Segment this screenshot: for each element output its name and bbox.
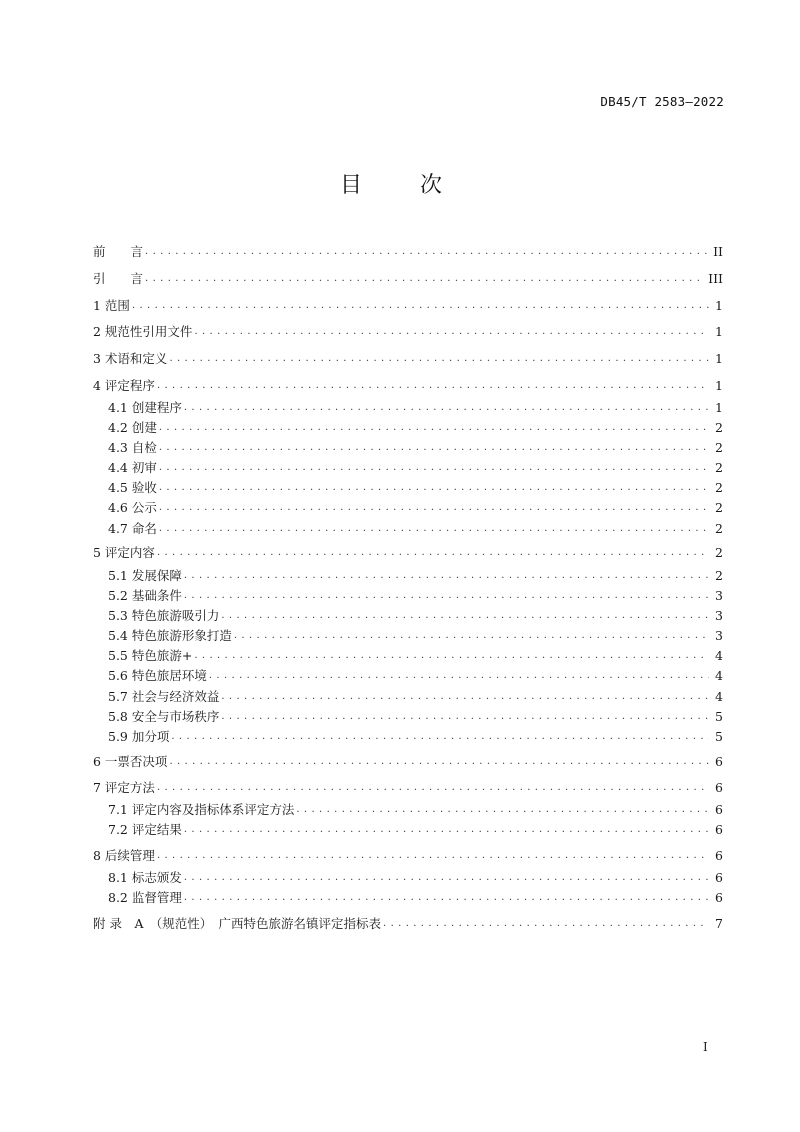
toc-entry[interactable] [108,648,723,664]
dot-leader [169,754,709,770]
toc-entry[interactable] [93,780,723,796]
toc-entry[interactable] [93,324,723,340]
toc-entry-label: 7.2 评定结果 [108,822,182,837]
toc-entry[interactable] [108,608,723,624]
dot-leader [157,848,709,864]
toc-entry[interactable] [93,916,723,932]
toc-entry-label: 6 一票否决项 [93,754,168,769]
dot-leader [209,668,709,684]
dot-leader [169,351,709,367]
toc-entry-page: 4 [715,648,723,663]
toc-entry-label: 5.6 特色旅居环境 [108,668,207,683]
toc-entry-page: 3 [715,628,723,643]
toc-entry-label: 前 言 [93,244,144,259]
toc-entry[interactable] [108,890,723,906]
toc-entry-page: 6 [715,890,723,905]
toc-entry[interactable] [93,378,723,394]
toc-entry-label: 8 后续管理 [93,848,155,863]
toc-entry-page: 6 [715,848,723,863]
toc-entry-label: 4.7 命名 [108,521,157,536]
toc-entry-label: 7 评定方法 [93,780,155,795]
toc-entry-label: 4.5 验收 [108,480,157,495]
toc-entry-label: 5 评定内容 [93,545,155,560]
toc-entry-page: 1 [715,298,723,313]
toc-entry[interactable] [93,351,723,367]
toc-entry-label: 5.1 发展保障 [108,568,182,583]
toc-entry-label: 4.4 初审 [108,460,157,475]
dot-leader [159,460,709,476]
dot-leader [145,271,702,287]
toc-entry[interactable] [108,588,723,604]
toc-entry-label: 5.5 特色旅游+ [108,648,193,663]
toc-entry-label: 5.4 特色旅游形象打造 [108,628,232,643]
toc-entry[interactable] [108,709,723,725]
dot-leader [184,568,709,584]
toc-entry[interactable] [108,689,723,705]
dot-leader [159,500,709,516]
dot-leader [171,729,709,745]
toc-entry-label: 4.3 自检 [108,440,157,455]
dot-leader [221,709,709,725]
toc-entry[interactable] [93,754,723,770]
toc-entry-label: 附 录 A （规范性） 广西特色旅游名镇评定指标表 [93,916,382,931]
dot-leader [184,870,709,886]
toc-entry-page: 1 [715,324,723,339]
toc-entry-page: 2 [715,521,723,536]
page-title: 目 次 [339,173,460,198]
dot-leader [234,628,709,644]
toc-entry[interactable] [108,802,723,818]
toc-entry[interactable] [108,420,723,436]
toc-entry-label: 5.3 特色旅游吸引力 [108,608,220,623]
toc-entry-label: 1 范围 [93,298,130,313]
dot-leader [132,298,709,314]
toc-entry-label: 5.2 基础条件 [108,588,182,603]
toc-entry[interactable] [93,545,723,561]
dot-leader [157,545,709,561]
toc-entry-label: 4 评定程序 [93,378,155,393]
toc-entry-page: 2 [715,440,723,455]
dot-leader [383,916,709,932]
standard-code: DB45/T 2583—2022 [600,94,724,109]
toc-entry-label: 7.1 评定内容及指标体系评定方法 [108,802,295,817]
toc-entry[interactable] [93,848,723,864]
toc-entry-page: 4 [715,689,723,704]
toc-entry[interactable] [108,628,723,644]
toc-entry-label: 4.1 创建程序 [108,400,182,415]
dot-leader [221,689,709,705]
toc-entry-page: 2 [715,500,723,515]
toc-entry-page: 2 [715,545,723,560]
toc-entry[interactable] [108,480,723,496]
toc-entry-page: 1 [715,378,723,393]
dot-leader [184,400,709,416]
toc-entry[interactable] [108,668,723,684]
toc-entry-page: 2 [715,480,723,495]
toc-entry[interactable] [108,440,723,456]
toc-entry-label: 5.8 安全与市场秩序 [108,709,220,724]
dot-leader [221,608,709,624]
toc-entry-page: 6 [715,780,723,795]
toc-entry[interactable] [108,870,723,886]
toc-entry-page: 6 [715,802,723,817]
toc-entry[interactable] [108,521,723,537]
page-number: I [703,1040,708,1054]
dot-leader [194,648,709,664]
toc-entry-page: II [713,244,723,259]
toc-entry[interactable] [108,822,723,838]
toc-entry-page: 6 [715,754,723,769]
toc-entry-label: 4.2 创建 [108,420,157,435]
toc-entry-page: 7 [715,916,723,931]
toc-entry-page: 1 [715,400,723,415]
toc-entry-page: 1 [715,351,723,366]
toc-entry[interactable] [93,244,723,260]
toc-entry[interactable] [93,298,723,314]
toc-entry-page: 4 [715,668,723,683]
dot-leader [145,244,707,260]
toc-entry[interactable] [108,400,723,416]
toc-entry-label: 8.2 监督管理 [108,890,182,905]
toc-entry[interactable] [108,729,723,745]
dot-leader [159,521,709,537]
dot-leader [184,890,709,906]
dot-leader [157,780,709,796]
toc-entry-page: 6 [715,870,723,885]
toc-entry[interactable] [108,568,723,584]
toc-entry-page: 5 [715,729,723,744]
toc-entry-label: 引 言 [93,271,144,286]
toc-entry-page: 5 [715,709,723,724]
toc-entry[interactable] [108,460,723,476]
toc-entry-page: 6 [715,822,723,837]
toc-entry-page: 3 [715,588,723,603]
toc-entry-label: 5.7 社会与经济效益 [108,689,220,704]
toc-entry-label: 3 术语和定义 [93,351,168,366]
toc-entry-page: 2 [715,568,723,583]
toc-entry[interactable] [93,271,723,287]
toc-entry-label: 2 规范性引用文件 [93,324,193,339]
toc-entry-page: 2 [715,420,723,435]
dot-leader [157,378,709,394]
toc-entry-label: 4.6 公示 [108,500,157,515]
dot-leader [194,324,709,340]
toc-entry[interactable] [108,500,723,516]
toc-entry-label: 8.1 标志颁发 [108,870,182,885]
toc-entry-page: 3 [715,608,723,623]
dot-leader [159,420,709,436]
dot-leader [184,822,709,838]
dot-leader [159,480,709,496]
toc-entry-page: 2 [715,460,723,475]
dot-leader [296,802,709,818]
toc-entry-page: III [708,271,723,286]
dot-leader [184,588,709,604]
toc-entry-label: 5.9 加分项 [108,729,170,744]
dot-leader [159,440,709,456]
